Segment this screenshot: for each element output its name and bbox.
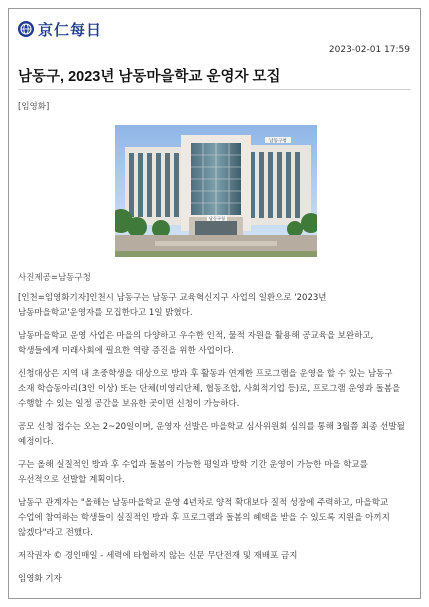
paragraph: 남동구 관계자는 "올해는 남동마을학교 운영 4년차로 양적 확대보다 질적 성장에 주력하고, 마을학교 수업에 참여하는 학생들이 실질적인 방과 후 프로그램과 돌봄의 혜택을 받을 수 있도록 지원을 아끼지 않겠다"라고 전했다.: [18, 498, 390, 538]
article-body: [18, 291, 410, 595]
entrance-sign: 남동구청: [208, 215, 226, 221]
article-title: 남동구, 2023년 남동마을학교 운영자 모집: [18, 69, 281, 85]
photo-caption: 사진제공=남동구청: [18, 273, 91, 283]
paragraph: 구는 올해 실질적인 방과 후 수업과 돌봄이 가능한 평일과 방학 기간 운영이 가능한 마을 학교를 우선적으로 선발할 계획이다.: [18, 460, 368, 485]
article-page: [8, 8, 421, 599]
title-divider: [18, 89, 411, 90]
roof-sign: 남동구청: [269, 139, 287, 144]
publish-date: 2023-02-01 17:59: [328, 45, 410, 55]
article-photo: [115, 125, 317, 257]
paragraph: [인천=임영화기자]인천시 남동구는 남동구 교육혁신지구 사업의 일환으로 '2023년 남동마을학교'운영자를 모집한다고 1일 밝혔다.: [18, 293, 327, 318]
paragraph: 남동마을학교 운영 사업은 마을의 다양하고 우수한 인적, 물적 자원을 활용해 공교육을 보완하고, 학생들에게 미래사회에 필요한 역량 증진을 위한 사업이다.: [18, 331, 374, 356]
paragraph: 신청대상은 지역 내 초중학생을 대상으로 방과 후 활동과 연계한 프로그램을 운영을 할 수 있는 남동구 소재 학습동아리(3인 이상) 또는 단체(비영리단체, 협동조합, 사회적기업 등)로, 프로그램 운영과 돌봄을 수행할 수 있는 일정 공간을 보유한 곳이면 신청이 가능하다.: [18, 369, 401, 409]
reporter-name: 임영화 기자: [18, 574, 62, 584]
copyright-notice: 저작권자 © 경인매일 - 세력에 타협하지 않는 신문 무단전재 및 재배포 금지: [18, 551, 298, 561]
site-logo: 京仁每日: [38, 20, 103, 39]
masthead[interactable]: [18, 19, 102, 39]
byline: [임영화]: [18, 102, 50, 112]
paragraph: 공모 신청 접수는 오는 2~20일이며, 운영자 선발은 마을학교 심사위원회 심의를 통해 3월쯤 최종 선발될 예정이다.: [18, 422, 405, 447]
globe-icon: [18, 21, 34, 37]
